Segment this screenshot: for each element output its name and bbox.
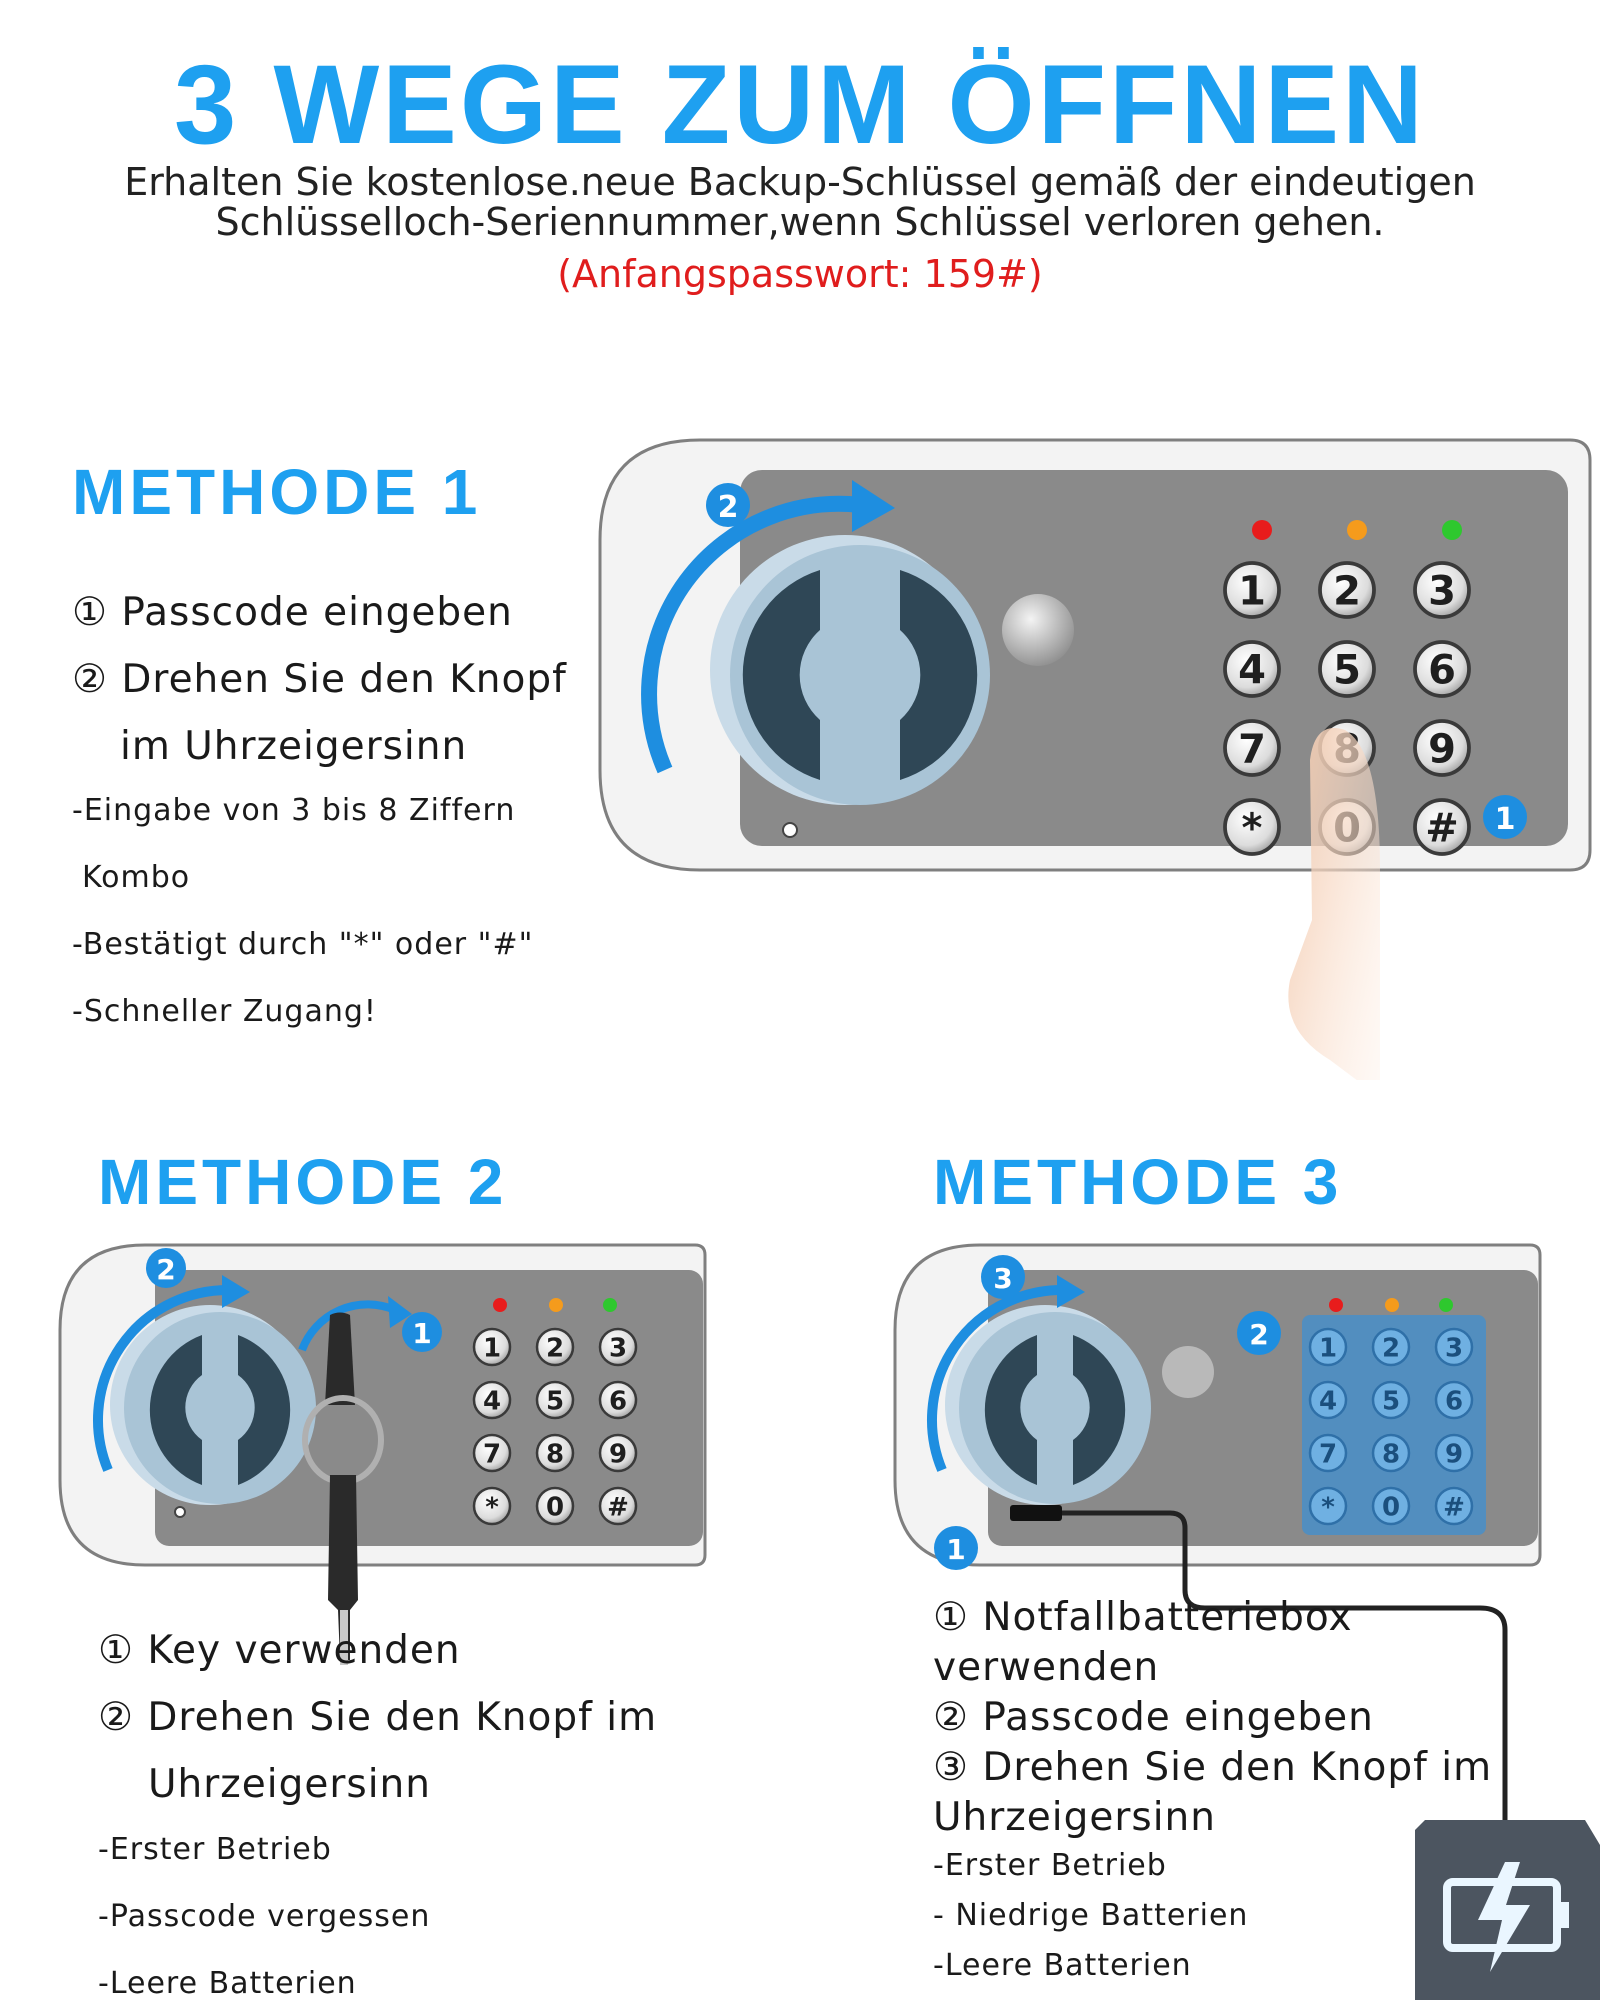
keypad-key-label: 9: [1428, 726, 1456, 773]
keypad-key-label: *: [1321, 1492, 1335, 1523]
keypad-key: [1373, 1382, 1409, 1418]
keypad-key: [1225, 721, 1279, 775]
method-1-step-2: ② Drehen Sie den Knopf: [72, 657, 567, 702]
keypad-key: [1436, 1488, 1472, 1524]
keyhole-icon: [783, 823, 797, 837]
keypad-key-label: 3: [1444, 1333, 1464, 1364]
method-1-note-3: -Schneller Zugang!: [72, 994, 377, 1029]
method-3-step-1-cont: verwenden: [933, 1645, 1160, 1690]
keypad-key: [537, 1488, 573, 1524]
keypad-key: [1436, 1435, 1472, 1471]
keypad-key: [1310, 1329, 1346, 1365]
cable-plug: [1010, 1505, 1062, 1521]
led-red: [1252, 520, 1272, 540]
keypad-key: [1415, 721, 1469, 775]
keypad-key-label: 2: [1333, 568, 1361, 615]
keypad-key-label: 5: [1333, 647, 1361, 694]
keypad-key-label: #: [1425, 805, 1459, 852]
keypad-key-label: 8: [1381, 1439, 1401, 1470]
method-3-note-1: -Erster Betrieb: [933, 1848, 1167, 1883]
keypad-key: [1310, 1488, 1346, 1524]
keypad-key: [600, 1488, 636, 1524]
keypad-key: [1436, 1382, 1472, 1418]
keypad-key-label: 5: [545, 1386, 565, 1417]
badge-step-2: [146, 1248, 186, 1288]
initial-password-note: (Anfangspasswort: 159#): [557, 252, 1043, 296]
keypad-key: [1225, 563, 1279, 617]
keypad-key: [1373, 1329, 1409, 1365]
keypad-key: [1415, 642, 1469, 696]
keypad-key: [1320, 563, 1374, 617]
method-3-step-3: ③ Drehen Sie den Knopf im: [933, 1745, 1493, 1790]
keypad-key: [1310, 1435, 1346, 1471]
keypad-key-label: 0: [1381, 1492, 1401, 1523]
keypad-key-label: 9: [1444, 1439, 1464, 1470]
keypad-key-label: #: [607, 1492, 629, 1523]
keypad-key-label: 1: [482, 1333, 502, 1364]
method-3-heading: METHODE 3: [933, 1146, 1343, 1218]
badge-step-1: [402, 1312, 442, 1352]
keypad-key-label: 3: [1428, 568, 1456, 615]
method-2-step-2-cont: Uhrzeigersinn: [148, 1762, 431, 1807]
keypad-key: [1373, 1435, 1409, 1471]
method-1-step-2-cont: im Uhrzeigersinn: [120, 724, 468, 769]
keypad-key: [537, 1382, 573, 1418]
keypad-key: [474, 1435, 510, 1471]
keypad-key: [1436, 1329, 1472, 1365]
method-2-step-2: ② Drehen Sie den Knopf im: [98, 1695, 658, 1740]
keypad-key-label: 2: [1381, 1333, 1401, 1364]
led-green: [603, 1298, 617, 1312]
subtitle: [100, 162, 1500, 242]
method-2-note-2: -Passcode vergessen: [98, 1899, 431, 1934]
keypad-key-label: 9: [608, 1439, 628, 1470]
svg-text:1: 1: [1494, 802, 1516, 837]
keypad-key-label: 0: [545, 1492, 565, 1523]
led-orange: [1385, 1298, 1399, 1312]
subtitle-line-1: Erhalten Sie kostenlose.neue Backup-Schlüssel gemäß der eindeutigen: [124, 160, 1476, 204]
subtitle-line-2: Schlüsselloch-Seriennummer,wenn Schlüssel verloren gehen.: [215, 200, 1385, 244]
battery-charging-icon: [1415, 1820, 1600, 2000]
method-2-safe-illustration: [50, 1230, 710, 1670]
keypad-key-label: 8: [545, 1439, 565, 1470]
method-3-step-1: ① Notfallbatteriebox: [933, 1595, 1353, 1640]
keypad-key-label: 6: [1444, 1386, 1464, 1417]
reset-button-icon: [1002, 594, 1074, 666]
keypad-key: [1320, 642, 1374, 696]
badge-step-1: [1483, 795, 1527, 839]
keypad-key-label: 4: [1238, 647, 1266, 694]
keypad-key: [600, 1382, 636, 1418]
keypad-key-label: 7: [482, 1439, 502, 1470]
svg-text:2: 2: [717, 490, 739, 525]
method-2-note-1: -Erster Betrieb: [98, 1832, 332, 1867]
led-green: [1442, 520, 1462, 540]
keypad-key: [1225, 642, 1279, 696]
svg-text:1: 1: [412, 1317, 432, 1350]
method-1-note-1: -Eingabe von 3 bis 8 Ziffern: [72, 793, 516, 828]
keypad-key-label: 6: [608, 1386, 628, 1417]
keypad-key: [474, 1329, 510, 1365]
led-orange: [1347, 520, 1367, 540]
keypad-key: [1415, 563, 1469, 617]
keypad-key: [600, 1329, 636, 1365]
badge-step-2: [1237, 1311, 1281, 1355]
keypad-key: [474, 1382, 510, 1418]
led-orange: [549, 1298, 563, 1312]
keypad-key: [1415, 800, 1469, 854]
method-1-safe-illustration: [590, 430, 1600, 1080]
keypad-key: [1310, 1382, 1346, 1418]
led-red: [1329, 1298, 1343, 1312]
keypad-key-label: 7: [1318, 1439, 1338, 1470]
keypad-key-label: 1: [1318, 1333, 1338, 1364]
keypad-key-label: *: [1241, 805, 1263, 852]
svg-text:1: 1: [946, 1533, 966, 1566]
keypad-key: [537, 1435, 573, 1471]
led-green: [1439, 1298, 1453, 1312]
svg-text:2: 2: [1249, 1318, 1269, 1351]
keypad-key-label: 5: [1381, 1386, 1401, 1417]
keypad-key-label: 4: [1318, 1386, 1338, 1417]
method-1-heading: METHODE 1: [72, 456, 482, 528]
method-2-step-1: ① Key verwenden: [98, 1628, 461, 1673]
method-2-heading: METHODE 2: [98, 1146, 508, 1218]
keypad-key-label: #: [1443, 1492, 1465, 1523]
keypad-key-label: *: [485, 1492, 499, 1523]
led-red: [493, 1298, 507, 1312]
svg-text:3: 3: [993, 1262, 1013, 1295]
keypad-key: [537, 1329, 573, 1365]
method-3-note-2: - Niedrige Batterien: [933, 1898, 1249, 1933]
badge-step-3: [981, 1255, 1025, 1299]
method-2-note-3: -Leere Batterien: [98, 1966, 357, 2001]
method-1-note-1-cont: Kombo: [82, 860, 191, 895]
page-title: 3 WEGE ZUM ÖFFNEN: [174, 42, 1426, 167]
keypad-key: [474, 1488, 510, 1524]
keypad-key: [1373, 1488, 1409, 1524]
keypad-key: [600, 1435, 636, 1471]
method-3-note-3: -Leere Batterien: [933, 1948, 1192, 1983]
keypad-key-label: 1: [1238, 568, 1266, 615]
keypad-key-label: 4: [482, 1386, 502, 1417]
method-1-step-1: ① Passcode eingeben: [72, 590, 513, 635]
badge-step-2: [706, 483, 750, 527]
keypad-key: [1225, 800, 1279, 854]
method-3-step-2: ② Passcode eingeben: [933, 1695, 1374, 1740]
keypad-key-label: 3: [608, 1333, 628, 1364]
method-3-step-3-cont: Uhrzeigersinn: [933, 1795, 1216, 1840]
badge-step-1: [934, 1526, 978, 1570]
svg-text:2: 2: [156, 1253, 176, 1286]
keypad-key-label: 6: [1428, 647, 1456, 694]
keypad-key-label: 2: [545, 1333, 565, 1364]
reset-button-icon: [1162, 1346, 1214, 1398]
keypad-key-label: 7: [1238, 726, 1266, 773]
method-1-note-2: -Bestätigt durch "*" oder "#": [72, 927, 534, 962]
keyhole-icon: [175, 1507, 185, 1517]
